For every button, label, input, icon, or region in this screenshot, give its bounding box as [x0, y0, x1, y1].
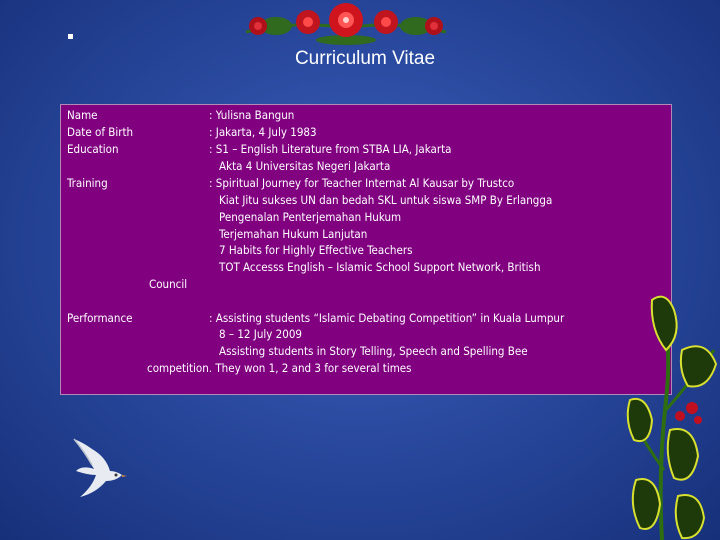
training-line: Kiat Jitu sukses UN dan bedah SKL untuk siswa SMP By Erlangga: [219, 193, 553, 207]
dob-label: Date of Birth: [67, 125, 134, 139]
performance-label: Performance: [67, 311, 133, 325]
training-line-wrap: Council: [149, 277, 188, 291]
slide-title: Curriculum Vitae: [294, 48, 436, 69]
education-line: Akta 4 Universitas Negeri Jakarta: [219, 159, 391, 173]
bullet-dot: [68, 34, 73, 39]
performance-line: 8 – 12 July 2009: [219, 327, 302, 341]
name-value: : Yulisna Bangun: [209, 108, 295, 122]
training-line: Terjemahan Hukum Lanjutan: [219, 227, 368, 241]
training-label: Training: [67, 176, 108, 190]
training-line: 7 Habits for Highly Effective Teachers: [219, 243, 413, 257]
training-line: TOT Accesss English – Islamic School Support Network, British: [219, 260, 541, 274]
performance-line-wrap: competition. They won 1, 2 and 3 for several times: [147, 361, 412, 375]
education-line: : S1 – English Literature from STBA LIA, Jakarta: [209, 142, 452, 156]
performance-line: : Assisting students “Islamic Debating Competition” in Kuala Lumpur: [209, 311, 565, 325]
dob-value: : Jakarta, 4 July 1983: [209, 125, 317, 139]
roses-ornament: [236, 2, 456, 46]
flower-plant-ornament: [622, 290, 720, 540]
name-label: Name: [67, 108, 98, 122]
dove-icon: [66, 435, 128, 503]
education-label: Education: [67, 142, 119, 156]
training-line: : Spiritual Journey for Teacher Internat Al Kausar by Trustco: [209, 176, 515, 190]
cv-panel: [60, 104, 672, 395]
performance-line: Assisting students in Story Telling, Speech and Spelling Bee: [219, 344, 528, 358]
training-line: Pengenalan Penterjemahan Hukum: [219, 210, 402, 224]
